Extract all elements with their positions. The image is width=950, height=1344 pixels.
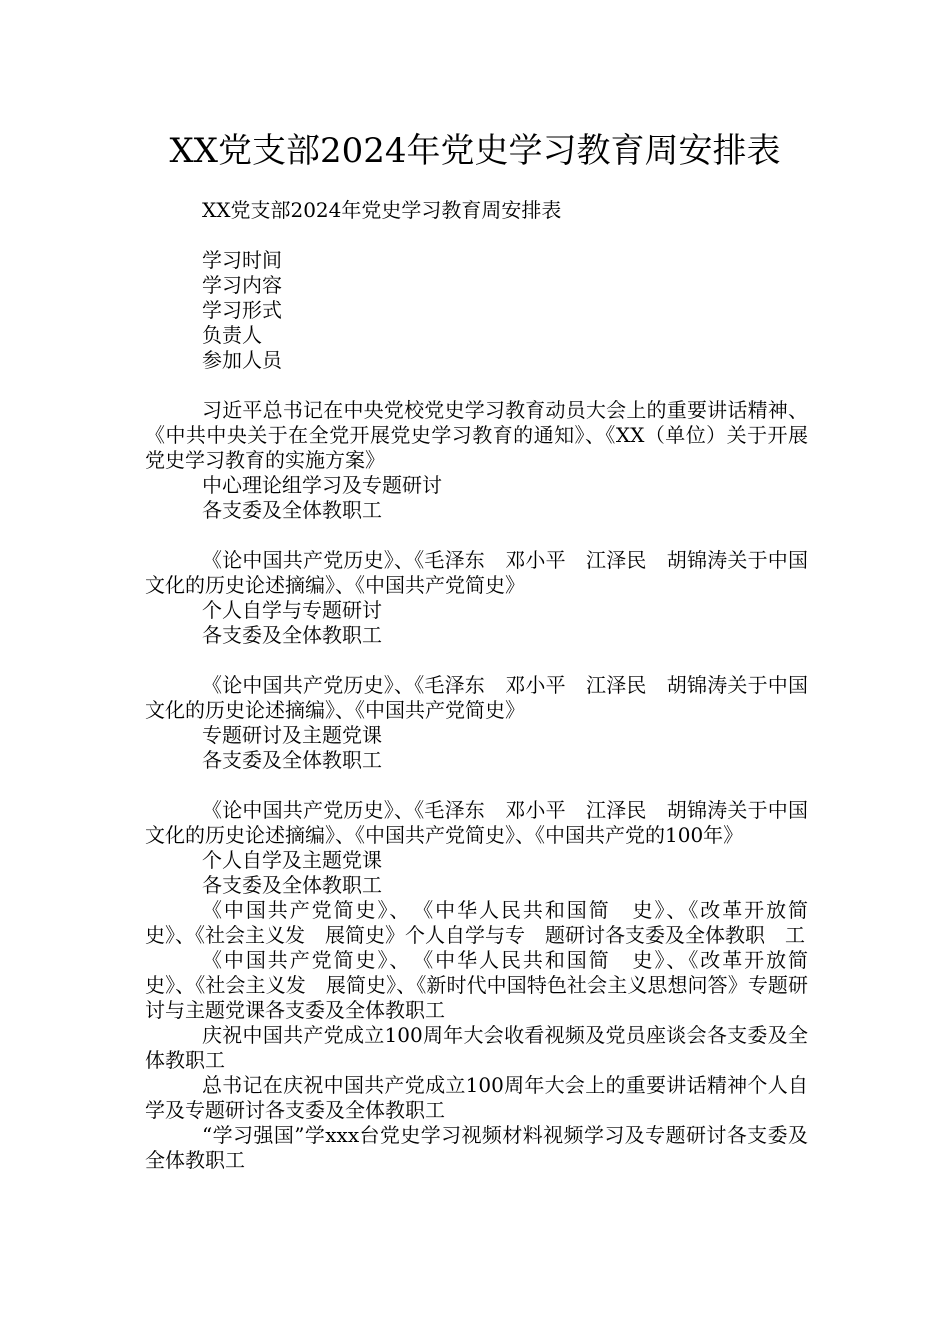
header-participants: 参加人员 xyxy=(202,348,282,372)
week-2-form: 个人自学与专题研讨 xyxy=(202,598,382,622)
subtitle: XX党支部2024年党史学习教育周安排表 xyxy=(202,198,562,222)
week-2-participants: 各支委及全体教职工 xyxy=(202,623,382,647)
week-1-content: 习近平总书记在中央党校党史学习教育动员大会上的重要讲话精神、《中共中央关于在全党开展党史学习教育的通知》、《XX（单位）关于开展党史学习教育的实施方案》 xyxy=(145,398,808,472)
spacer xyxy=(145,223,808,248)
header-owner: 负责人 xyxy=(202,323,262,347)
week-4-form: 个人自学及主题党课 xyxy=(202,848,382,872)
spacer xyxy=(145,373,808,398)
week-4-content: 《论中国共产党历史》、《毛泽东 邓小平 江泽民 胡锦涛关于中国文化的历史论述摘编》、《中国共产党简史》、《中国共产党的100年》 xyxy=(145,798,808,847)
spacer xyxy=(145,773,808,798)
week-1-form: 中心理论组学习及专题研讨 xyxy=(202,473,442,497)
paragraph: 总书记在庆祝中国共产党成立100周年大会上的重要讲话精神个人自学及专题研讨各支委及全体教职工 xyxy=(145,1073,808,1122)
paragraph: 《中国共产党简史》、 《中华人民共和国简 史》、《改革开放简 史》、《社会主义发 展简史》个人自学与专 题研讨各支委及全体教职 工 xyxy=(145,898,828,947)
week-1-participants: 各支委及全体教职工 xyxy=(202,498,382,522)
document-title: XX党支部2024年党史学习教育周安排表 xyxy=(169,131,781,171)
spacer xyxy=(145,648,808,673)
header-form: 学习形式 xyxy=(202,298,282,322)
paragraph: 《中国共产党简史》、 《中华人民共和国简 史》、《改革开放简 史》、《社会主义发 展简史》、《新时代中国特色社会主义思想问答》专题研讨与主题党课各支委及全体教职工 xyxy=(145,948,828,1022)
document-body xyxy=(145,198,828,1173)
week-3-form: 专题研讨及主题党课 xyxy=(202,723,382,747)
week-2-content: 《论中国共产党历史》、《毛泽东 邓小平 江泽民 胡锦涛关于中国文化的历史论述摘编》、《中国共产党简史》 xyxy=(145,548,808,597)
header-time: 学习时间 xyxy=(202,248,282,272)
spacer xyxy=(145,523,808,548)
paragraph: 庆祝中国共产党成立100周年大会收看视频及党员座谈会各支委及全体教职工 xyxy=(145,1023,808,1072)
week-4-participants: 各支委及全体教职工 xyxy=(202,873,382,897)
week-3-content: 《论中国共产党历史》、《毛泽东 邓小平 江泽民 胡锦涛关于中国文化的历史论述摘编》、《中国共产党简史》 xyxy=(145,673,808,722)
paragraph: “学习强国”学xxx台党史学习视频材料视频学习及专题研讨各支委及全体教职工 xyxy=(145,1123,808,1172)
header-content: 学习内容 xyxy=(202,273,282,297)
week-3-participants: 各支委及全体教职工 xyxy=(202,748,382,772)
